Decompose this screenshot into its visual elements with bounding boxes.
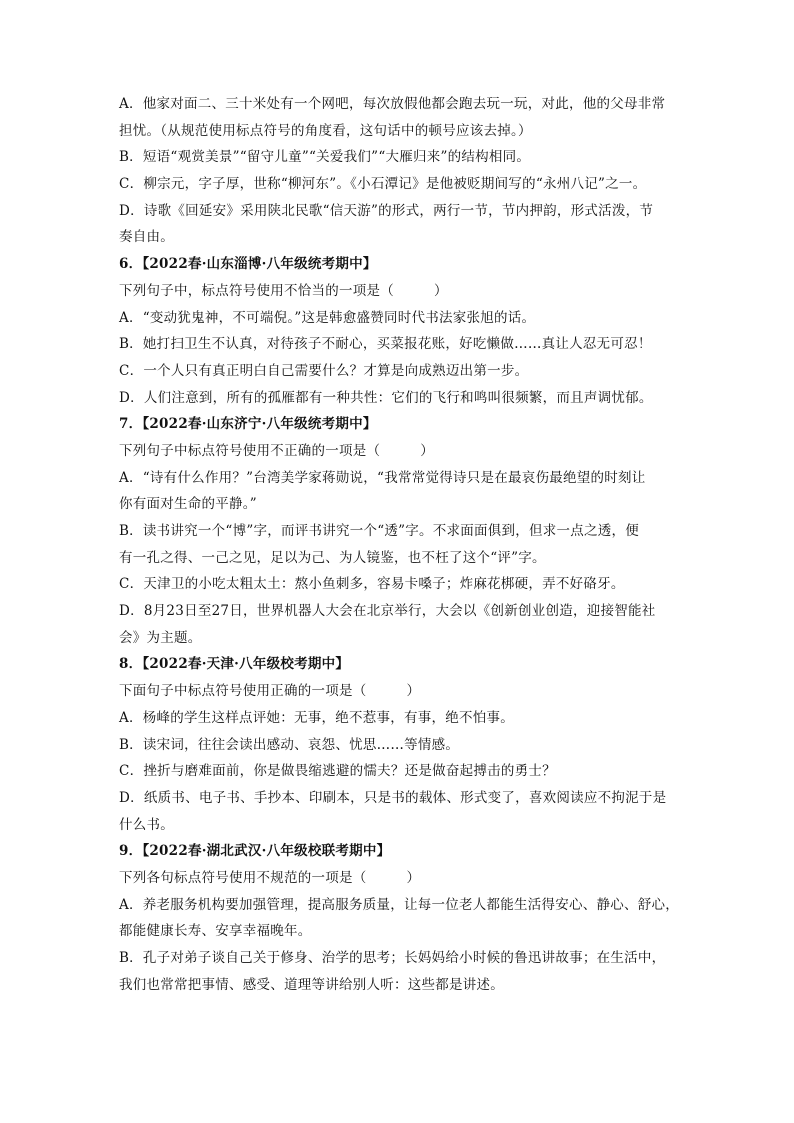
question-stem (119, 681, 679, 702)
worksheet-page (119, 94, 679, 1001)
text-line: D．诗歌《回延安》采用陕北民歌“信天游”的形式，两行一节，节内押韵，形式活泼，节 (119, 202, 654, 219)
stem-text: 下列各句标点符号使用不规范的一项是（ (119, 869, 367, 886)
option-d: D．纸质书、电子书、手抄本、印刷本，只是书的载体、形式变了，喜欢阅读应不拘泥于是 (119, 789, 667, 806)
option-c: C．一个人只有真正明白自己需要什么？才算是向成熟迈出第一步。 (119, 362, 529, 379)
q5-option-b (119, 147, 679, 168)
option-b: B．她打扫卫生不认真，对待孩子不耐心，买菜报花账，好吃懒做……真让人忍无可忍！ (119, 336, 652, 353)
stem-text: 下列句子中，标点符号使用不恰当的一项是（ (119, 282, 394, 299)
option-b: B．读书讲究一个“博”字，而评书讲究一个“透”字。不求面面俱到，但求一点之透，便 (119, 523, 640, 539)
question-heading: 7．【2022春·山东济宁·八年级统考期中】 (119, 416, 377, 433)
option-c: C．天津卫的小吃太粗太土：熬小鱼刺多，容易卡嗓子；炸麻花梆硬，弄不好硌牙。 (119, 576, 625, 593)
question-heading: 6．【2022春·山东淄博·八年级统考期中】 (119, 256, 377, 273)
option-a: A．杨峰的学生这样点评她：无事，绝不惹事，有事，绝不怕事。 (119, 709, 514, 726)
text-line: A．他家对面二、三十米处有一个网吧，每次放假他都会跑去玩一玩，对此，他的父母非常 (119, 96, 666, 112)
option-d-cont: 什么书。 (119, 816, 174, 833)
option-d: D．人们注意到，所有的孤雁都有一种共性：它们的飞行和鸣叫很频繁，而且声调忧郁。 (119, 389, 653, 406)
question-7 (119, 414, 679, 649)
option-b-cont: 有一孔之得、一己之见，足以为己、为人镜鉴，也不枉了这个“评”字。 (119, 549, 546, 566)
option-a: A．“诗有什么作用？”台湾美学家蒋勋说，“我常常觉得诗只是在最哀伤最绝望的时刻让 (119, 469, 646, 486)
q5-option-c (119, 174, 679, 195)
stem-text: 下面句子中标点符号使用正确的一项是（ (119, 683, 367, 700)
stem-close: ） (406, 869, 421, 886)
option-b: B．读宋词，往往会读出感动、哀怨、忧思……等情感。 (119, 736, 460, 753)
question-heading: 9．【2022春·湖北武汉·八年级校联考期中】 (119, 843, 391, 860)
question-stem (119, 868, 679, 889)
text-line: C．柳宗元，字子厚，世称“柳河东”。《小石潭记》是他被贬期间写的“永州八记”之一。 (119, 176, 647, 193)
stem-close: ） (434, 282, 448, 299)
question-stem (119, 281, 679, 302)
option-d-cont: 会》为主题。 (119, 629, 202, 646)
question-8 (119, 654, 679, 835)
text-line: 奏自由。 (119, 229, 174, 246)
option-b: B．孔子对弟子谈自己关于修身、治学的思考；长妈妈给小时候的鲁迅讲故事；在生活中， (119, 950, 666, 966)
option-a: A．养老服务机构要加强管理，提高服务质量，让每一位老人都能生活得安心、静心、舒心， (119, 896, 679, 913)
stem-close: ） (406, 683, 421, 700)
option-b-cont: 我们也常常把事情、感受、道理等讲给别人听：这些都是讲述。 (119, 976, 504, 993)
option-a-cont: 都能健康长寿、安享幸福晚年。 (119, 923, 312, 940)
question-6 (119, 254, 679, 408)
option-a: A．“变动犹鬼神，不可端倪。”这是韩愈盛赞同时代书法家张旭的话。 (119, 309, 536, 326)
question-heading: 8．【2022春·天津·八年级校考期中】 (119, 656, 350, 673)
question-9 (119, 841, 679, 995)
stem-close: ） (420, 442, 434, 459)
option-c: C．挫折与磨难面前，你是做畏缩逃避的懦夫？还是做奋起搏击的勇士？ (119, 763, 556, 780)
option-d: D．8月23日至27日，世界机器人大会在北京举行，大会以《创新创业创造，迎接智能社 (119, 603, 656, 620)
stem-text: 下列句子中标点符号使用不正确的一项是（ (119, 442, 381, 459)
q5-option-a (119, 94, 679, 142)
text-line: 担忧。（从规范使用标点符号的角度看，这句话中的顿号应该去掉。） (119, 122, 532, 139)
q5-option-d (119, 201, 679, 249)
text-line: B．短语“观赏美景”“留守儿童”“关爱我们”“大雁归来”的结构相同。 (119, 149, 531, 166)
question-stem (119, 441, 679, 462)
option-a-cont: 你有面对生命的平静。” (119, 496, 257, 513)
